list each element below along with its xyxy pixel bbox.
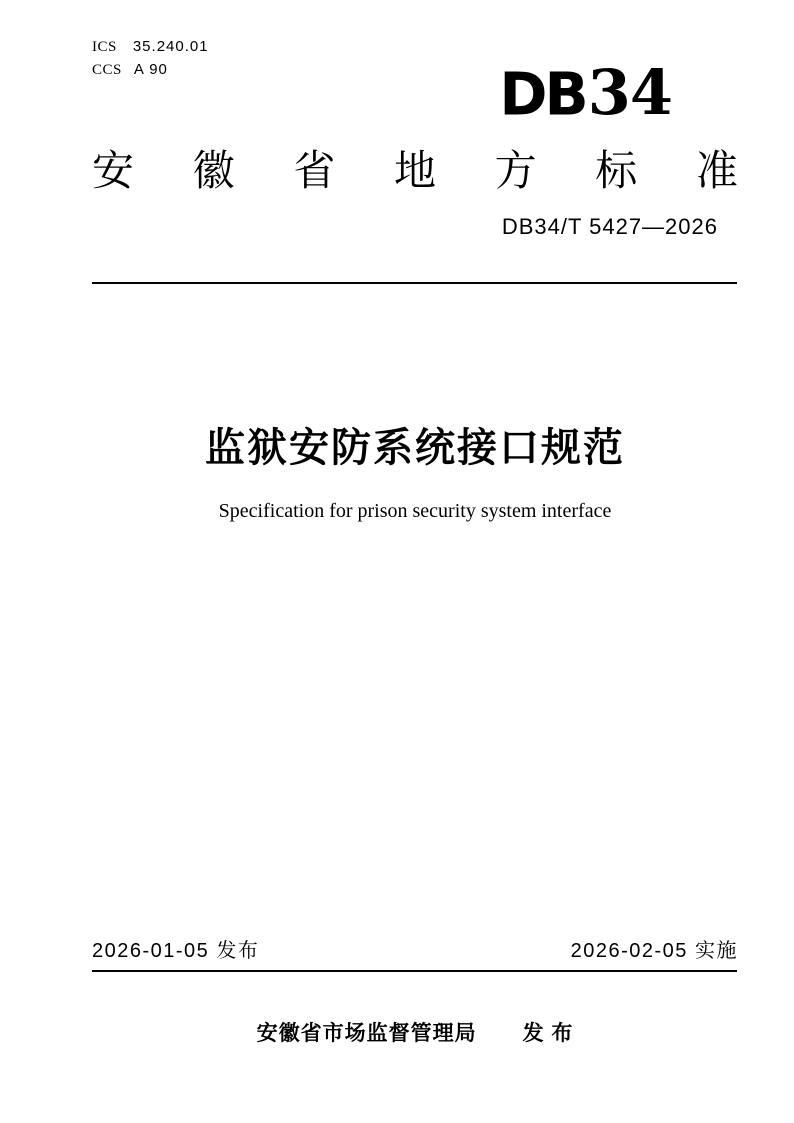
top-divider-line [92, 282, 737, 284]
ccs-label: CCS [92, 62, 122, 78]
province-title-char: 地 [393, 147, 436, 194]
document-title: 监狱安防系统接口规范 [205, 426, 625, 470]
dates-row [92, 941, 738, 961]
db34-logo-db-text: DB [499, 59, 586, 129]
ccs-value: A 90 [133, 61, 168, 78]
province-title-char: 安 [92, 147, 135, 194]
ics-value: 35.240.01 [132, 38, 209, 55]
publisher-name: 安徽省市场监督管理局 [256, 1022, 477, 1045]
document-subtitle-english: Specification for prison security system interface [218, 500, 612, 522]
province-title-char: 准 [695, 147, 738, 194]
publish-action: 发 布 [522, 1022, 574, 1045]
province-title-char: 标 [595, 147, 638, 194]
db34-logo-number: 34 [587, 56, 672, 129]
standard-code: DB34/T 5427—2026 [501, 214, 718, 239]
province-title-char: 徽 [192, 147, 235, 194]
db34-logo [499, 56, 672, 129]
ics-code-line [92, 39, 209, 55]
ccs-code-line [92, 62, 168, 78]
publisher-line [92, 1023, 738, 1044]
province-standard-title [92, 147, 738, 194]
bottom-divider-line [92, 970, 737, 972]
ics-label: ICS [92, 39, 117, 55]
implement-date: 2026-02-05 实施 [570, 940, 738, 962]
province-title-char: 省 [293, 147, 336, 194]
province-title-char: 方 [494, 147, 537, 194]
issue-date: 2026-01-05 发布 [92, 940, 260, 962]
